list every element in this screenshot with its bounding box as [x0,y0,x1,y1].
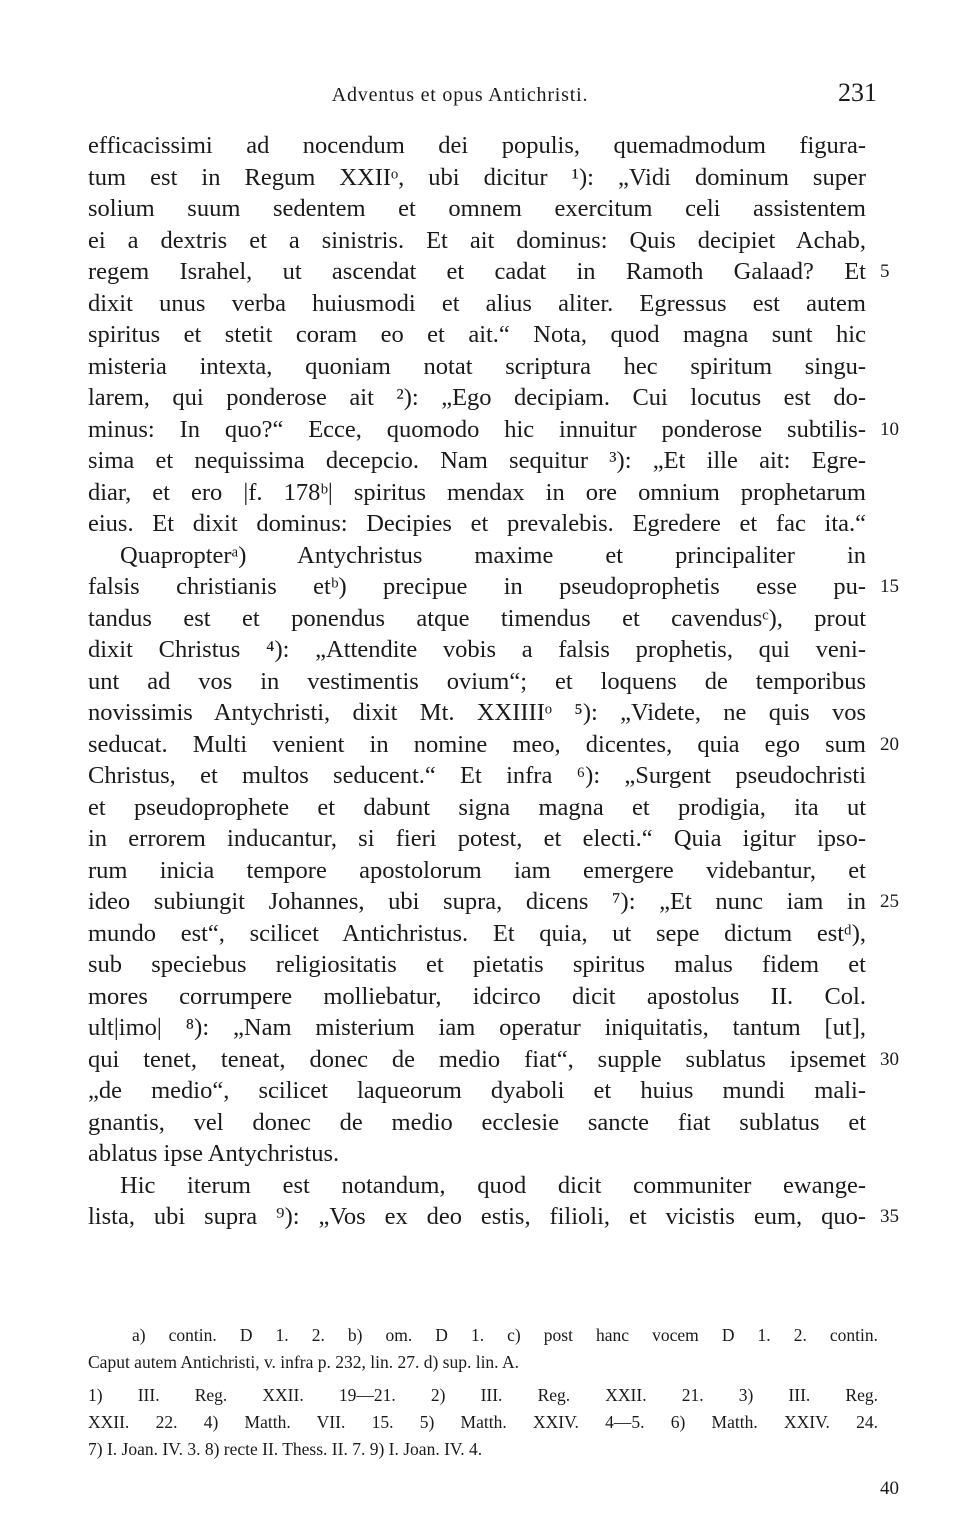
text-line: ult|imo| ⁸): „Nam misterium iam operatur iniquitatis, tantum [ut], [88,1014,866,1041]
main-text [88,130,899,1233]
text-line: rum inicia tempore apostolorum iam emergere videbantur, et [88,856,866,884]
text-line: diar, et ero |f. 178ᵇ| spiritus mendax in ore omnium prophetarum [88,478,866,506]
text-line [88,729,899,761]
text-line: misteria intexta, quoniam notat scriptura hec spiritum singu- [88,352,866,380]
text-line: eius. Et dixit dominus: Decipies et prevalebis. Egredere et fac ita.“ [88,510,866,537]
line-text: lista, ubi supra ⁹): „Vos ex deo estis, filioli, et vicistis eum, quo- [88,1203,866,1230]
text-line: sub speciebus religiositatis et pietatis spiritus malus fidem et [88,951,866,978]
text-line: mores corrumpere molliebatur, idcirco dicit apostolus II. Col. [88,982,866,1010]
text-line: Hic iterum est notandum, quod dicit communiter ewange- [120,1171,866,1199]
text-line: tum est in Regum XXIIᵒ, ubi dicitur ¹): „Vidi dominum super [88,163,866,191]
line-text: falsis christianis etᵇ) precipue in pseudoprophetis esse pu- [88,573,866,600]
line-text: qui tenet, teneat, donec de medio fiat“, supple sublatus ipsemet [88,1045,866,1073]
text-line: solium suum sedentem et omnem exercitum celi assistentem [88,195,866,222]
text-line: dixit unus verba huiusmodi et alius aliter. Egressus est autem [88,289,866,317]
text-line: novissimis Antychristi, dixit Mt. XXIIIIᵒ ⁵): „Videte, ne quis vos [88,699,866,726]
line-number: 10 [880,418,899,440]
line-number: 40 [880,1478,899,1499]
critical-apparatus-line: a) contin. D 1. 2. b) om. D 1. c) post hanc vocem D 1. 2. contin. [132,1325,878,1345]
line-number: 30 [880,1048,899,1070]
text-line [88,1201,899,1233]
text-line: larem, qui ponderose ait ²): „Ego decipiam. Cui locutus est do- [88,384,866,411]
text-line: ei a dextris et a sinistris. Et ait dominus: Quis decipiet Achab, [88,226,866,254]
text-line: Christus, et multos seducent.“ Et infra ⁶): „Surgent pseudochristi [88,762,866,789]
text-line: efficacissimi ad nocendum dei populis, quemadmodum figura- [88,132,866,159]
text-line: Quapropterᵃ) Antychristus maxime et principaliter in [120,541,866,569]
line-text: regem Israhel, ut ascendat et cadat in Ramoth Galaad? Et [88,258,866,285]
text-line: unt ad vos in vestimentis ovium“; et loquens de temporibus [88,667,866,695]
page-number: 231 [838,78,877,107]
text-line: tandus est et ponendus atque timendus et cavendusᶜ), prout [88,604,866,632]
text-line [88,256,890,288]
source-note-line: 1) III. Reg. XXII. 19—21. 2) III. Reg. XXII. 21. 3) III. Reg. [88,1385,878,1405]
line-number: 15 [880,576,899,597]
line-text: minus: In quo?“ Ecce, quomodo hic innuitur ponderose subtilis- [88,415,866,443]
text-line [88,1044,899,1076]
text-line: „de medio“, scilicet laqueorum dyaboli et huius mundi mali- [88,1077,866,1104]
text-line: mundo est“, scilicet Antichristus. Et quia, ut sepe dictum estᵈ), [88,919,866,947]
text-line [88,571,899,603]
text-line: dixit Christus ⁴): „Attendite vobis a falsis prophetis, qui veni- [88,636,866,663]
text-line [88,414,899,446]
line-number: 5 [880,261,890,282]
source-note-line: XXII. 22. 4) Matth. VII. 15. 5) Matth. XXIV. 4—5. 6) Matth. XXIV. 24. [88,1412,878,1432]
line-text: seducat. Multi venient in nomine meo, dicentes, quia ego sum [88,730,866,758]
source-note-line: 7) I. Joan. IV. 3. 8) recte II. Thess. II. 7. 9) I. Joan. IV. 4. [88,1439,483,1459]
page-header [0,78,960,114]
line-number: 35 [880,1206,899,1227]
text-line: et pseudoprophete et dabunt signa magna et prodigia, ita ut [88,793,866,821]
text-line: ablatus ipse Antychristus. [88,1140,340,1167]
text-line [88,886,899,918]
text-line: spiritus et stetit coram eo et ait.“ Nota, quod magna sunt hic [88,321,866,348]
line-number: 20 [880,733,899,755]
line-number: 25 [880,891,899,912]
critical-apparatus-line: Caput autem Antichristi, v. infra p. 232, lin. 27. d) sup. lin. A. [88,1352,519,1372]
line-text: ideo subiungit Johannes, ubi supra, dicens ⁷): „Et nunc iam in [88,888,866,915]
text-line: in errorem inducantur, si fieri potest, et electi.“ Quia igitur ipso- [88,825,866,852]
text-line: sima et nequissima decepcio. Nam sequitur ³): „Et ille ait: Egre- [88,447,866,474]
running-title: Adventus et opus Antichristi. [331,84,589,106]
text-line: gnantis, vel donec de medio ecclesie sancte fiat sublatus et [88,1108,866,1136]
footnotes [88,1322,878,1463]
